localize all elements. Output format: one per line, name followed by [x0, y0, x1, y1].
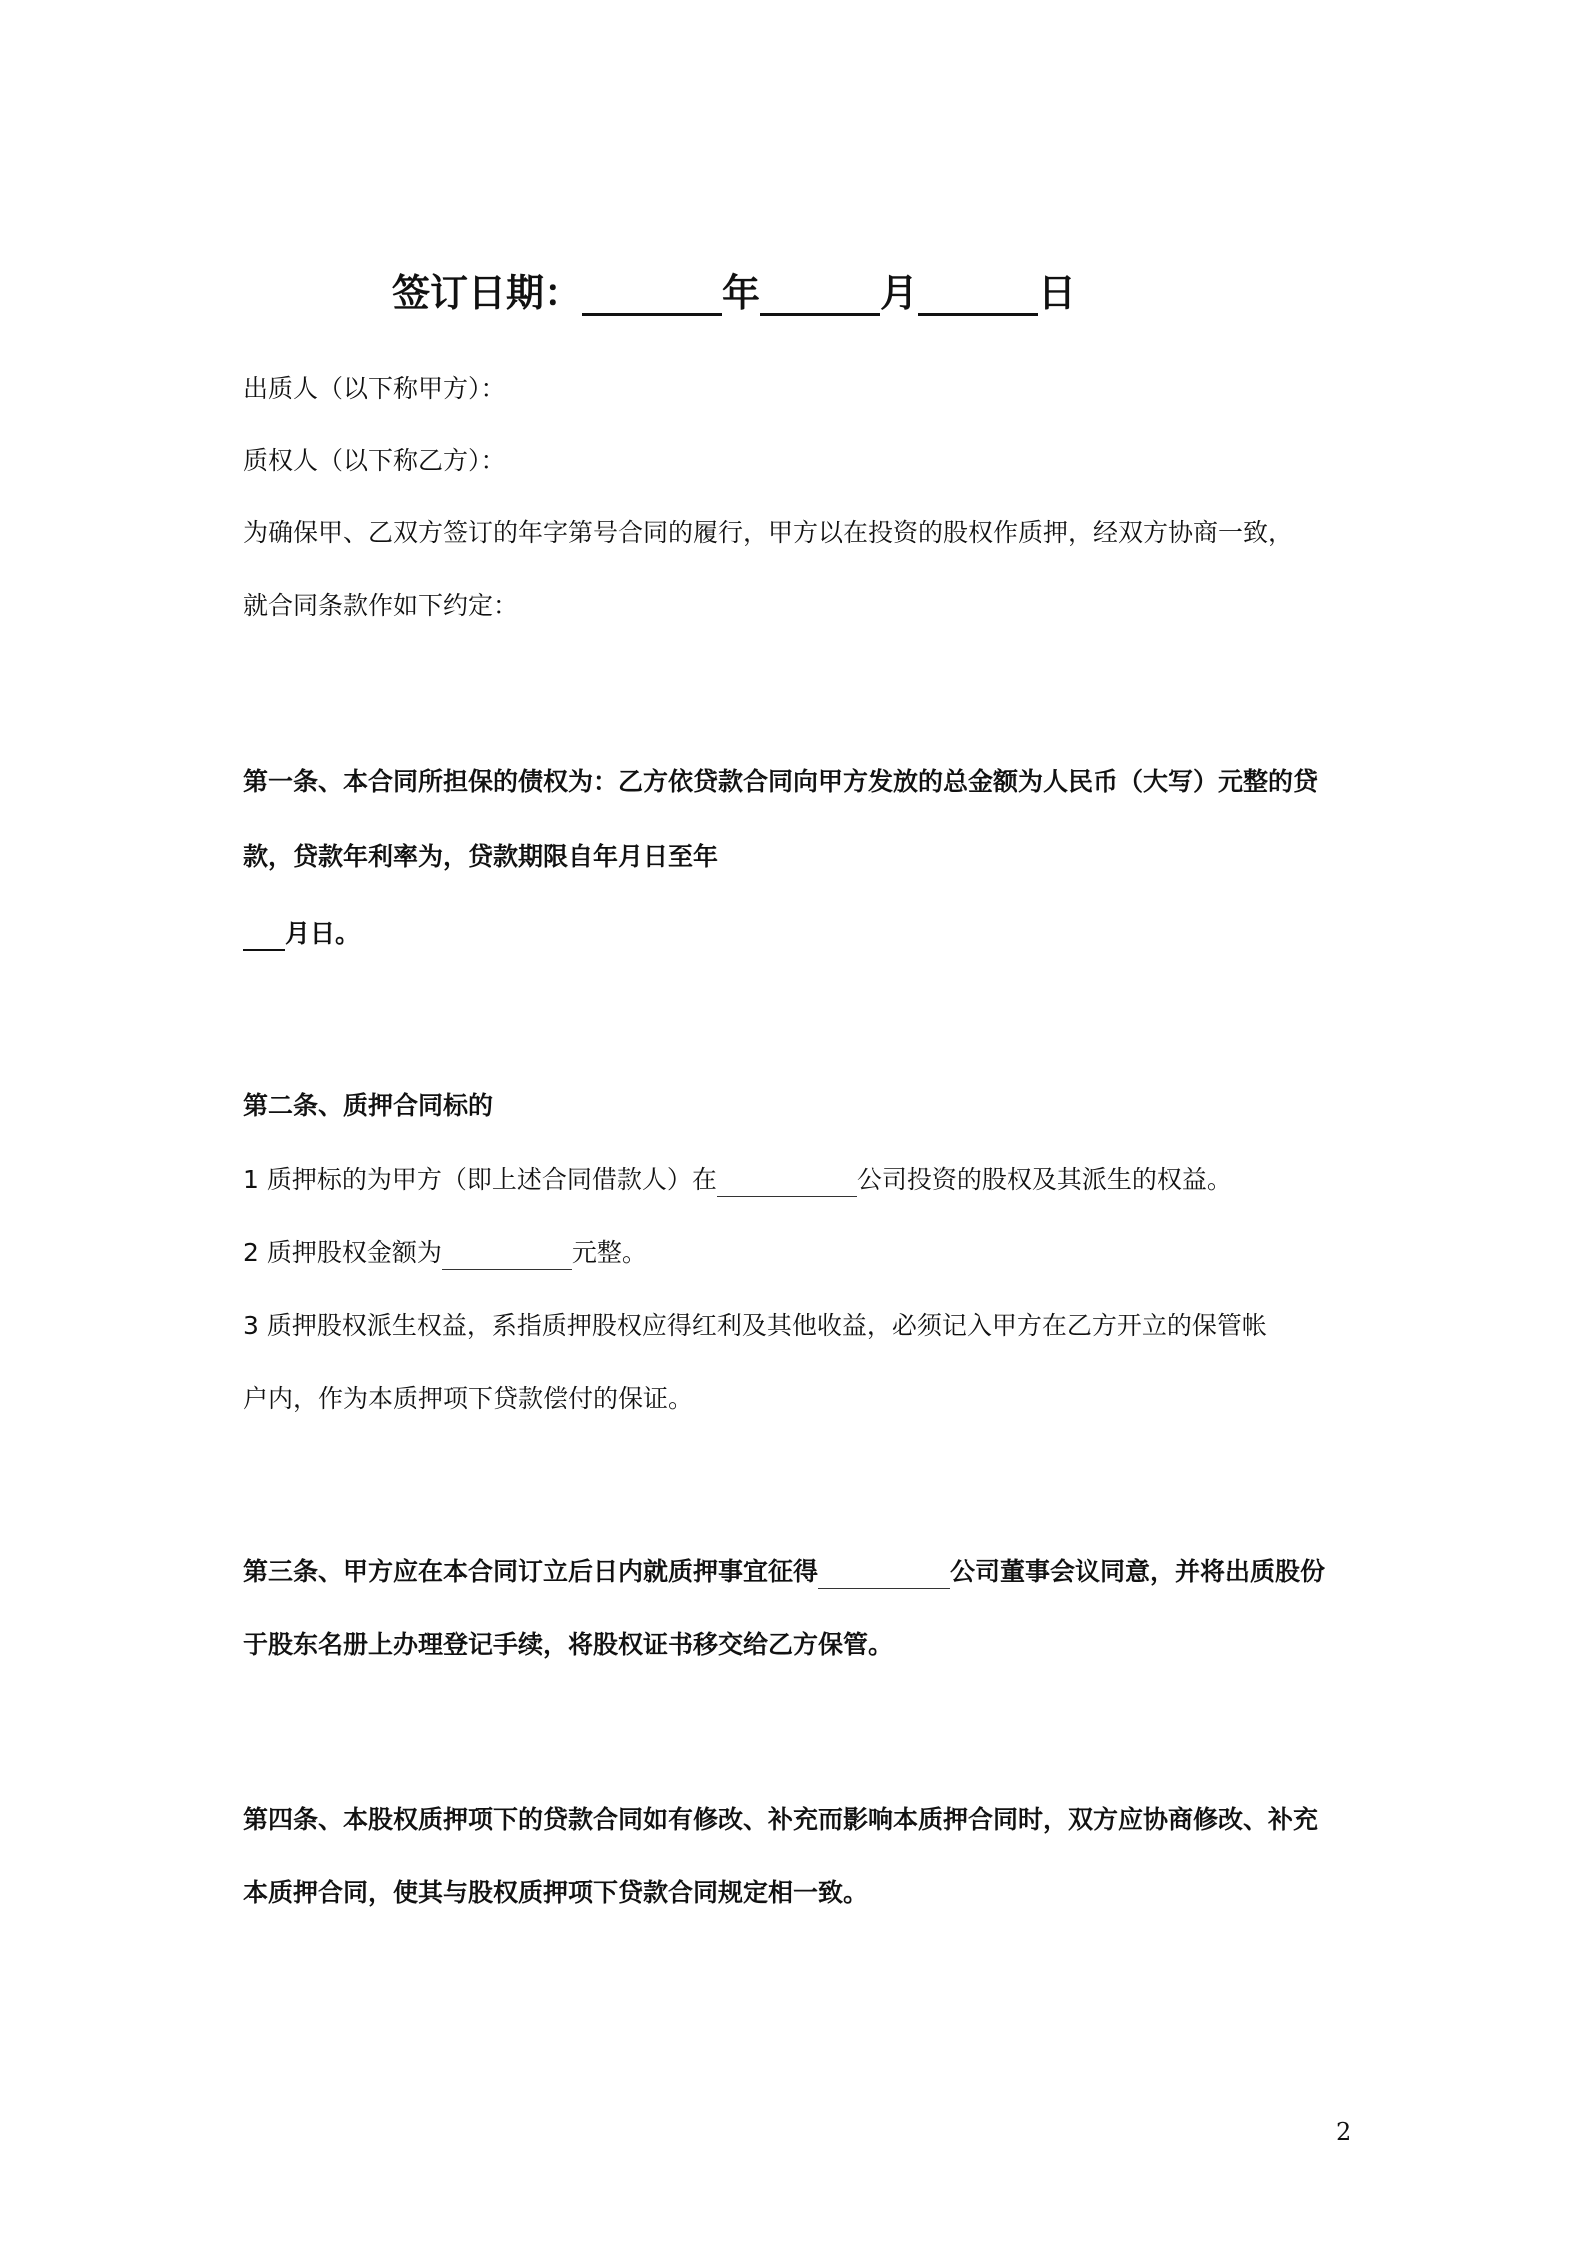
- day-label: 日: [1038, 271, 1077, 315]
- pledgee-line: 质权人（以下称乙方）：: [243, 446, 506, 475]
- amount-blank: [442, 1239, 572, 1270]
- article2-item-2: [243, 1236, 647, 1270]
- article3-line-1: [243, 1555, 1325, 1589]
- sign-date-heading: [392, 270, 1076, 316]
- page-number: 2: [1336, 2118, 1352, 2146]
- article3-line-1-prefix: 第三条、甲方应在本合同订立后日内就质押事宜征得: [243, 1557, 819, 1586]
- article4-line-1: 第四条、本股权质押项下的贷款合同如有修改、补充而影响本质押合同时，双方应协商修改、补充: [243, 1805, 1319, 1834]
- article3-line-2: 于股东名册上办理登记手续，将股权证书移交给乙方保管。: [243, 1630, 894, 1659]
- article2-item-3-line-1: 3 质押股权派生权益，系指质押股权应得红利及其他收益，必须记入甲方在乙方开立的保管帐: [243, 1311, 1267, 1340]
- article1-line-3-text: 月日。: [285, 919, 361, 948]
- article2-item-2-suffix: 元整。: [571, 1238, 647, 1267]
- article1-blank: [243, 915, 285, 951]
- month-label: 月: [880, 271, 919, 315]
- year-blank: [582, 271, 722, 316]
- month-blank: [760, 271, 880, 316]
- article1-line-1: 第一条、本合同所担保的债权为：乙方依贷款合同向甲方发放的总金额为人民币（大写）元整的贷: [243, 767, 1319, 796]
- board-company-blank: [818, 1558, 950, 1589]
- intro-line-2: 就合同条款作如下约定：: [243, 591, 519, 620]
- year-label: 年: [722, 271, 761, 315]
- article3-line-1-suffix: 公司董事会议同意，并将出质股份: [950, 1557, 1326, 1586]
- intro-line-1: 为确保甲、乙双方签订的年字第号合同的履行，甲方以在投资的股权作质押，经双方协商一致，: [243, 518, 1294, 547]
- article1-line-3: [243, 915, 360, 951]
- article2-item-1-prefix: 1 质押标的为甲方（即上述合同借款人）在: [243, 1165, 717, 1194]
- article4-line-2: 本质押合同，使其与股权质押项下贷款合同规定相一致。: [243, 1878, 869, 1907]
- article1-line-2: 款，贷款年利率为，贷款期限自年月日至年: [243, 842, 719, 871]
- article2-item-1-suffix: 公司投资的股权及其派生的权益。: [856, 1165, 1232, 1194]
- article2-item-3-line-2: 户内，作为本质押项下贷款偿付的保证。: [243, 1384, 694, 1413]
- day-blank: [918, 271, 1038, 316]
- company-blank: [717, 1166, 857, 1197]
- article2-item-2-prefix: 2 质押股权金额为: [243, 1238, 442, 1267]
- article2-title: 第二条、质押合同标的: [243, 1091, 494, 1120]
- article2-item-1: [243, 1163, 1232, 1197]
- sign-date-label: 签订日期：: [392, 271, 583, 315]
- pledgor-line: 出质人（以下称甲方）：: [243, 374, 506, 403]
